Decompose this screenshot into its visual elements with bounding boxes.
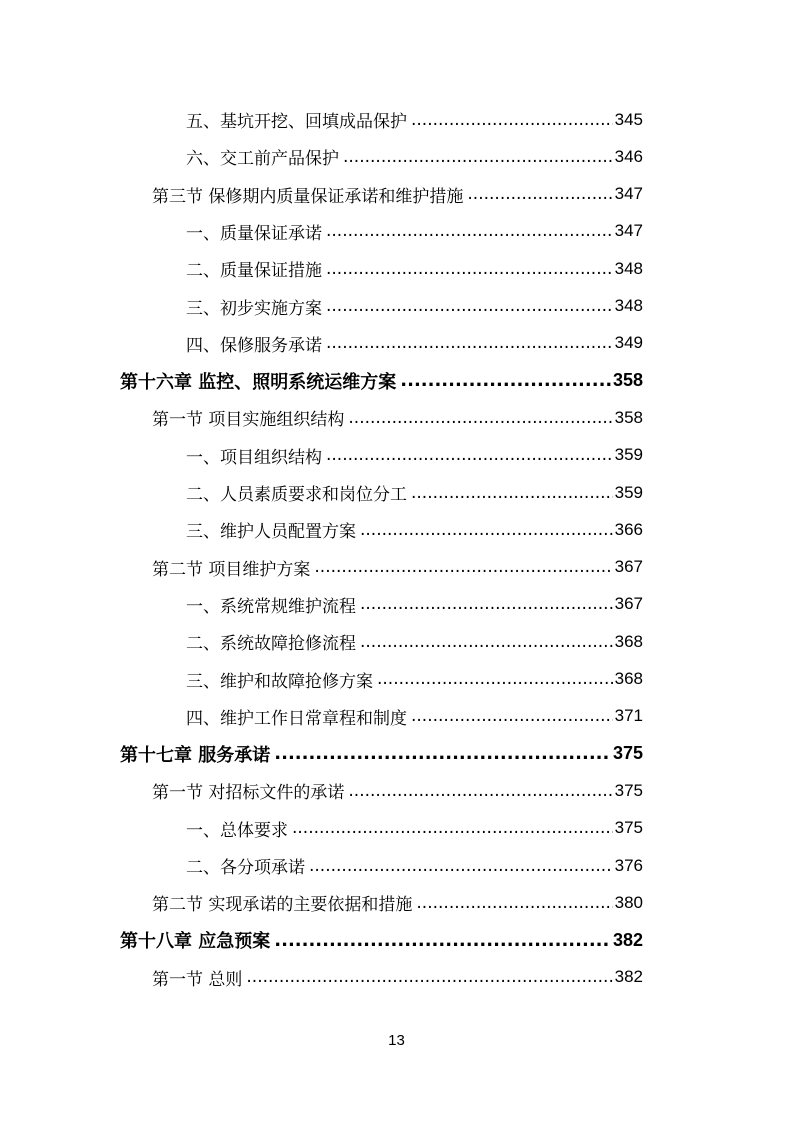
toc-entry-page: 382 — [614, 967, 643, 987]
toc-leader-dots — [326, 296, 613, 316]
toc-entry-title: 一、总体要求 — [186, 820, 288, 841]
toc-leader-dots — [360, 632, 613, 652]
toc-entry-title: 第十七章 服务承诺 — [120, 744, 271, 766]
toc-entry-page: 366 — [614, 519, 643, 539]
toc-entry-page: 382 — [612, 929, 643, 950]
toc-entry-title: 二、人员素质要求和岗位分工 — [186, 485, 407, 505]
toc-entry[interactable] — [152, 176, 643, 213]
page-number: 13 — [388, 1032, 405, 1049]
toc-leader-dots — [326, 445, 613, 465]
toc-entry[interactable] — [120, 362, 643, 399]
toc-entry[interactable] — [152, 399, 643, 436]
toc-entry[interactable] — [186, 847, 643, 884]
toc-entry[interactable] — [186, 661, 643, 698]
toc-entry[interactable] — [120, 922, 643, 959]
toc-entry-title: 四、维护工作日常章程和制度 — [186, 708, 407, 729]
toc-entry-page: 347 — [614, 221, 643, 241]
toc-entry-page: 375 — [612, 743, 643, 764]
toc-entry-page: 380 — [614, 892, 643, 912]
toc-leader-dots — [467, 184, 612, 204]
toc-leader-dots — [292, 818, 613, 838]
toc-leader-dots — [314, 557, 612, 577]
toc-entry[interactable] — [120, 735, 643, 772]
toc-entry-title: 三、初步实施方案 — [186, 298, 322, 319]
toc-entry[interactable] — [186, 511, 643, 548]
toc-entry-title: 五、基坑开挖、回填成品保护 — [186, 112, 407, 132]
toc-leader-dots — [411, 110, 613, 130]
toc-entry-page: 367 — [614, 594, 643, 614]
toc-leader-dots — [360, 520, 613, 540]
toc-leader-dots — [274, 743, 611, 764]
toc-entry-page: 347 — [614, 184, 643, 204]
toc-entry[interactable] — [186, 623, 643, 660]
toc-leader-dots — [309, 856, 613, 876]
toc-entry-page: 376 — [614, 855, 643, 875]
toc-entry-title: 第十八章 应急预案 — [120, 931, 271, 953]
toc-leader-dots — [246, 967, 612, 987]
toc-entry-page: 348 — [614, 296, 643, 315]
toc-entry[interactable] — [152, 549, 643, 586]
toc-entry-title: 一、质量保证承诺 — [186, 223, 322, 244]
toc-entry-title: 第十六章 监控、照明系统运维方案 — [120, 371, 397, 393]
toc-entry[interactable] — [152, 959, 643, 996]
toc-entry[interactable] — [186, 213, 643, 250]
toc-entry-title: 第三节 保修期内质量保证承诺和维护措施 — [152, 186, 464, 207]
toc-entry-title: 一、系统常规维护流程 — [186, 596, 356, 617]
toc-entry[interactable] — [186, 250, 643, 287]
toc-entry[interactable] — [186, 138, 643, 175]
toc-entry-title: 四、保修服务承诺 — [186, 335, 322, 356]
toc-entry-title: 三、维护人员配置方案 — [186, 522, 356, 543]
toc-entry-page: 358 — [612, 370, 643, 391]
toc-entry-title: 第一节 对招标文件的承诺 — [152, 783, 345, 804]
toc-leader-dots — [400, 370, 611, 391]
toc-entry-title: 二、系统故障抢修流程 — [186, 634, 356, 655]
toc-entry-page: 346 — [614, 146, 643, 166]
toc-entry[interactable] — [152, 772, 643, 809]
toc-leader-dots — [360, 594, 613, 614]
toc-leader-dots — [416, 893, 612, 913]
toc-entry-page: 368 — [614, 631, 643, 651]
toc-entry-page: 349 — [614, 333, 643, 353]
toc-entry-page: 348 — [614, 258, 643, 278]
toc-leader-dots — [326, 259, 613, 279]
toc-entry-title: 第一节 项目实施组织结构 — [152, 410, 345, 431]
toc-leader-dots — [326, 221, 613, 241]
toc-entry[interactable] — [186, 586, 643, 623]
toc-leader-dots — [326, 333, 613, 353]
toc-entry-title: 第二节 项目维护方案 — [152, 559, 311, 580]
toc-entry-title: 第二节 实现承诺的主要依据和措施 — [152, 895, 413, 916]
toc-entry[interactable] — [186, 698, 643, 735]
toc-entry[interactable] — [186, 288, 643, 325]
toc-entry-page: 359 — [614, 482, 643, 502]
toc-entry[interactable] — [186, 101, 643, 138]
toc-entry-page: 359 — [614, 445, 643, 465]
toc-entry-title: 二、质量保证措施 — [186, 261, 322, 282]
toc-entry-title: 第一节 总则 — [152, 969, 243, 990]
toc-entry-page: 368 — [614, 669, 643, 688]
toc-leader-dots — [348, 408, 612, 428]
toc-entry[interactable] — [186, 437, 643, 474]
toc-entry-title: 三、维护和故障抢修方案 — [186, 671, 373, 692]
toc-entry-title: 二、各分项承诺 — [186, 858, 305, 878]
toc-entry[interactable] — [186, 810, 643, 847]
toc-entry[interactable] — [186, 325, 643, 362]
toc-entry[interactable] — [152, 884, 643, 921]
toc-entry-page: 345 — [614, 109, 643, 129]
toc-entry-title: 一、项目组织结构 — [186, 447, 322, 468]
toc-leader-dots — [348, 781, 612, 801]
toc-entry-page: 375 — [614, 818, 643, 838]
toc-entry[interactable] — [186, 474, 643, 511]
toc-leader-dots — [377, 669, 613, 689]
toc-entry-page: 358 — [614, 407, 643, 427]
toc-leader-dots — [274, 930, 611, 951]
toc-entry-page: 367 — [614, 557, 643, 577]
toc-entry-title: 六、交工前产品保护 — [186, 149, 339, 170]
toc-leader-dots — [343, 147, 613, 167]
toc-entry-page: 375 — [614, 780, 643, 800]
toc-entry-page: 371 — [614, 706, 643, 726]
toc-leader-dots — [411, 706, 613, 726]
toc-leader-dots — [411, 483, 613, 503]
